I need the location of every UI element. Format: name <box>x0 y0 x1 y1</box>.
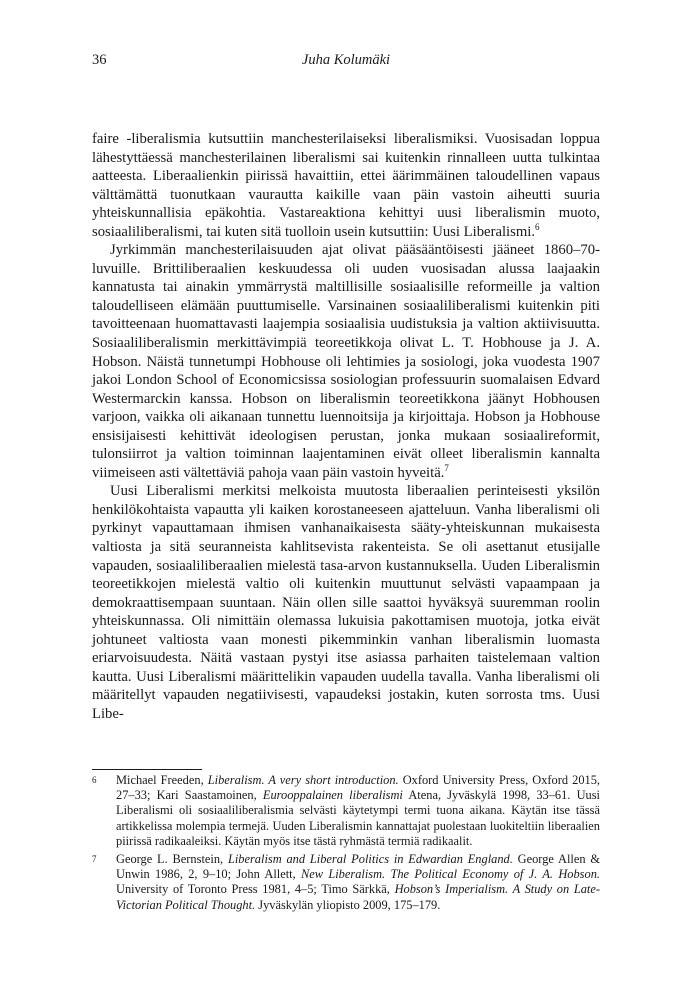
footnote-text: Michael Freeden, <box>116 773 208 787</box>
footnote-title: Eurooppalainen liberalismi <box>262 788 403 803</box>
footnote-number: 7 <box>92 854 97 865</box>
footnote-text: Oxford University Press, Oxford 2015, 27–33; Kari Saastamoinen, <box>116 773 600 803</box>
paragraph-text: faire -liberalismia kutsuttiin manchesterilaiseksi liberalismiksi. Vuosisadan loppua lähestyttäessä manchesterilainen liberalismi sai kuitenkin rinnalleen uutta tulkintaa aatteesta. Liberaalienkin piirissä havaittiin, ettei äärimmäinen taloudellinen vapaus välttämättä tuonutkaan vaurautta kaikille vaan päin vastoin aiheutti suuria yhteiskunnallisia epäkohtia. Vastareaktiona kehittyi uusi liberalismin muoto, sosiaaliliberalismi, tai kuten sitä tuolloin usein kutsuttiin: Uusi Liberalismi. <box>92 131 600 240</box>
footnote-text: George Allen & Unwin 1986, 2, 9–10; John Allett, <box>116 852 600 882</box>
footnote-text: Atena, Jyväskylä 1998, 33–61. Uusi Liberalismi oli sosiaaliliberalismia selvästi käytetympi termi tuona aikana. Käytän itse tässä artikkelissa molempia termejä. Uuden Liberalismin kannattajat puolestaan luokiteltiin liberaalien piirissä radikaaleiksi. Käytän myös itse tästä ryhmästä termiä radikaalit. <box>116 788 600 848</box>
footnote-number: 6 <box>92 775 97 785</box>
paragraph-1 <box>92 130 600 241</box>
body-text <box>92 130 600 724</box>
footnote-ref[interactable]: 7 <box>444 462 449 473</box>
footnote-title: Hobson’s Imperialism. A Study on Late-Victorian Political Thought. <box>116 882 600 912</box>
page-number: 36 <box>92 52 107 68</box>
footnote-ref[interactable]: 6 <box>535 221 540 232</box>
paragraph-text: Uusi Liberalismi merkitsi melkoista muutosta liberaalien perinteisesti yksilön henkilökohtaista vapautta yli kaiken korostaneeseen ajatteluun. Vanha liberalismi oli pyrkinyt vapauttamaan ihmisen vanhanaikaisesta sääty-yhteiskunnan mukaisesta valtiosta ja sitä seuranneista kahlitsevista rakenteista. Se oli asettanut etusijalle vapauden, sosiaaliliberaalien mielestä tasa-arvon kustannuksella. Uuden Liberalismin teoreetikkojen mielestä valtio oli kuitenkin muuttunut selvästi vapaampaan ja demokraattisempaan suuntaan. Näin ollen sille saattoi hyväksyä suuremman roolin yhteiskunnassa. Oli nimittäin olemassa lukuisia pakottamisen muotoja, jotka eivät johtuneet valtiosta vaan monesti pikemminkin vanhan liberalismin luomasta eriarvoisuudesta. Näitä vastaan pystyi itse asiassa parhaiten taistelemaan valtion kautta. Uusi Liberalismi määrittelikin vapauden uudella tavalla. Vanha liberalismi oli määritellyt vapauden negatiivisesti, vapaudeksi jostakin, kuten sorrosta tms. Uusi Libe- <box>92 483 600 722</box>
paragraph-2 <box>92 241 600 482</box>
page-header <box>92 52 600 72</box>
footnote-title: Liberalism. A very short introduction. <box>207 773 399 787</box>
footnotes <box>92 773 600 913</box>
footnote-text: Jyväskylän yliopisto 2009, 175–179. <box>255 897 441 912</box>
footnote-6 <box>92 773 600 849</box>
footnote-title: New Liberalism. The Political Economy of J. A. Hobson. <box>301 867 600 882</box>
footnote-text: George L. Bernstein, <box>116 852 228 867</box>
footnote-title: Liberalism and Liberal Politics in Edwardian England. <box>227 852 513 867</box>
footnote-text: University of Toronto Press 1981, 4–5; Timo Särkkä, <box>116 882 395 897</box>
footnote-7 <box>92 852 600 913</box>
footnote-divider <box>92 769 202 770</box>
paragraph-text: Jyrkimmän manchesterilaisuuden ajat olivat pääsääntöisesti jääneet 1860–70-luvuille. Brittiliberaalien keskuudessa oli uuden vuosisadan alussa laajaakin kannatusta tai ainakin ymmärrystä maltillisille sosiaalisille reformeille ja valtion taloudelliseen elämään puuttumiselle. Varsinainen sosiaaliliberalismi kuitenkin piti tavoitteenaan huomattavasti laajempia sosiaalisia uudistuksia ja valtion aktiivisuutta. Sosiaaliliberalismin merkittävimpiä teoreetikkoja olivat L. T. Hobhouse ja J. A. Hobson. Näistä tunnetumpi Hobhouse oli lehtimies ja sosiologi, joka vuodesta 1907 jakoi London School of Economicsissa sosiologian professuurin suomalaisen Edvard Westermarckin kanssa. Hobson on liberalismin teoreetikkona jäänyt Hobhousen varjoon, vaikka oli aikanaan tunnettu luennoitsija ja kirjoittaja. Hobson ja Hobhouse ensisijaisesti kehittivät ideologisen perustan, jonka mukaan sosiaalireformit, tulonsiirrot ja valtion toiminnan laajentaminen eivät olleet liberalismin kannalta viimeiseen asti vältettäviä pahoja vaan päin vastoin hyveitä. <box>92 242 600 481</box>
paragraph-3 <box>92 482 600 723</box>
running-head: Juha Kolumäki <box>301 52 391 68</box>
